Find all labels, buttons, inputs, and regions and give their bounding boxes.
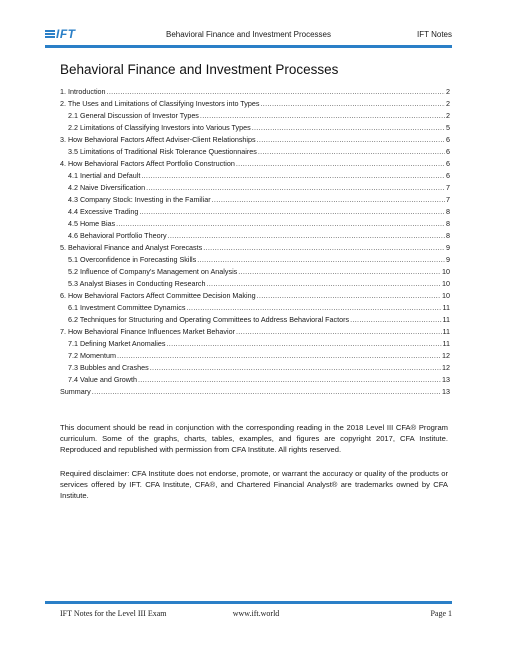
- toc-leader-dots: [168, 230, 445, 242]
- toc-entry[interactable]: [60, 86, 450, 98]
- toc-entry[interactable]: [60, 134, 450, 146]
- toc-entry-label: Summary: [60, 387, 91, 396]
- toc-entry-page: 8: [446, 231, 450, 240]
- toc-leader-dots: [203, 242, 445, 254]
- toc-entry[interactable]: [60, 206, 450, 218]
- toc-leader-dots: [212, 194, 445, 206]
- toc-entry-page: 7: [446, 183, 450, 192]
- toc-entry-label: 3.5 Limitations of Traditional Risk Tolerance Questionnaires: [68, 147, 257, 156]
- toc-entry-label: 5.1 Overconfidence in Forecasting Skills: [68, 255, 197, 264]
- toc-entry-label: 6.2 Techniques for Structuring and Operating Committees to Address Behavioral Factors: [68, 315, 350, 324]
- toc-entry[interactable]: [60, 122, 450, 134]
- toc-entry-page: 9: [446, 255, 450, 264]
- toc-entry[interactable]: [60, 146, 450, 158]
- toc-leader-dots: [252, 122, 445, 134]
- toc-entry-label: 1. Introduction: [60, 87, 106, 96]
- toc-leader-dots: [141, 170, 445, 182]
- toc-entry[interactable]: [60, 338, 450, 350]
- toc-entry-label: 7. How Behavioral Finance Influences Market Behavior: [60, 327, 235, 336]
- document-title: Behavioral Finance and Investment Processes: [60, 62, 339, 77]
- footer-left: IFT Notes for the Level III Exam: [60, 609, 167, 618]
- toc-entry-page: 6: [446, 135, 450, 144]
- toc-entry-page: 12: [442, 351, 450, 360]
- toc-leader-dots: [107, 86, 445, 98]
- toc-entry[interactable]: [60, 158, 450, 170]
- toc-entry[interactable]: [60, 374, 450, 386]
- toc-entry-label: 4.1 Inertial and Default: [68, 171, 141, 180]
- toc-entry[interactable]: [60, 326, 450, 338]
- toc-entry-page: 8: [446, 207, 450, 216]
- page-number: Page 1: [430, 609, 452, 618]
- toc-entry[interactable]: [60, 170, 450, 182]
- toc-leader-dots: [258, 146, 445, 158]
- toc-entry-page: 11: [442, 303, 450, 312]
- toc-entry-page: 2: [446, 111, 450, 120]
- toc-entry[interactable]: [60, 290, 450, 302]
- toc-leader-dots: [206, 278, 441, 290]
- toc-leader-dots: [139, 206, 445, 218]
- toc-leader-dots: [257, 134, 445, 146]
- toc-entry-label: 2. The Uses and Limitations of Classifying Investors into Types: [60, 99, 260, 108]
- footer-website: www.ift.world: [232, 609, 280, 618]
- header-label: IFT Notes: [417, 30, 452, 39]
- toc-entry[interactable]: [60, 254, 450, 266]
- toc-entry[interactable]: [60, 386, 450, 398]
- toc-entry-page: 8: [446, 219, 450, 228]
- toc-entry-label: 7.3 Bubbles and Crashes: [68, 363, 149, 372]
- toc-entry-page: 7: [446, 195, 450, 204]
- toc-entry[interactable]: [60, 350, 450, 362]
- toc-entry-label: 5. Behavioral Finance and Analyst Forecasts: [60, 243, 203, 252]
- toc-leader-dots: [186, 302, 441, 314]
- toc-entry-label: 2.1 General Discussion of Investor Types: [68, 111, 199, 120]
- header-divider: [45, 45, 452, 48]
- toc-entry-page: 12: [442, 363, 450, 372]
- toc-entry-label: 4.3 Company Stock: Investing in the Familiar: [68, 195, 211, 204]
- disclaimer-paragraph: Required disclaimer: CFA Institute does not endorse, promote, or warrant the accuracy or quality of the products or services offered by IFT. CFA Institute, CFA®, and Chartered Financial Analyst® are trademarks owned by CFA Institute.: [60, 469, 448, 500]
- toc-entry-label: 7.4 Value and Growth: [68, 375, 137, 384]
- toc-entry-page: 9: [446, 243, 450, 252]
- toc-leader-dots: [200, 110, 445, 122]
- toc-entry-page: 5: [446, 123, 450, 132]
- toc-entry-page: 13: [442, 375, 450, 384]
- logo-text: IFT: [56, 27, 76, 41]
- page-header: [45, 26, 452, 44]
- toc-leader-dots: [238, 266, 441, 278]
- toc-leader-dots: [350, 314, 441, 326]
- table-of-contents: [60, 86, 450, 398]
- toc-entry-page: 10: [442, 279, 450, 288]
- toc-leader-dots: [146, 182, 445, 194]
- toc-entry[interactable]: [60, 182, 450, 194]
- toc-entry-label: 6.1 Investment Committee Dynamics: [68, 303, 186, 312]
- toc-entry-label: 4.5 Home Bias: [68, 219, 116, 228]
- toc-entry[interactable]: [60, 110, 450, 122]
- toc-entry-page: 11: [442, 339, 450, 348]
- toc-leader-dots: [166, 338, 441, 350]
- toc-entry-page: 10: [442, 291, 450, 300]
- toc-entry-label: 3. How Behavioral Factors Affect Adviser-Client Relationships: [60, 135, 256, 144]
- toc-entry-label: 4.6 Behavioral Portfolio Theory: [68, 231, 167, 240]
- toc-leader-dots: [116, 218, 445, 230]
- toc-leader-dots: [92, 386, 441, 398]
- header-title: Behavioral Finance and Investment Processes: [166, 30, 331, 39]
- toc-entry-page: 11: [442, 315, 450, 324]
- toc-entry[interactable]: [60, 362, 450, 374]
- toc-entry-label: 4.4 Excessive Trading: [68, 207, 139, 216]
- toc-entry[interactable]: [60, 194, 450, 206]
- toc-entry-page: 6: [446, 147, 450, 156]
- toc-entry-page: 6: [446, 159, 450, 168]
- toc-entry[interactable]: [60, 230, 450, 242]
- toc-entry[interactable]: [60, 218, 450, 230]
- toc-leader-dots: [260, 98, 445, 110]
- toc-entry[interactable]: [60, 314, 450, 326]
- toc-entry-label: 6. How Behavioral Factors Affect Committee Decision Making: [60, 291, 256, 300]
- toc-entry-page: 11: [442, 327, 450, 336]
- toc-leader-dots: [117, 350, 441, 362]
- toc-leader-dots: [236, 326, 442, 338]
- toc-entry[interactable]: [60, 278, 450, 290]
- toc-entry[interactable]: [60, 98, 450, 110]
- toc-entry-label: 7.1 Defining Market Anomalies: [68, 339, 166, 348]
- toc-leader-dots: [236, 158, 445, 170]
- toc-entry-page: 2: [446, 87, 450, 96]
- toc-entry-label: 4. How Behavioral Factors Affect Portfolio Construction: [60, 159, 235, 168]
- toc-entry[interactable]: [60, 302, 450, 314]
- toc-entry-label: 7.2 Momentum: [68, 351, 116, 360]
- toc-leader-dots: [150, 362, 441, 374]
- toc-entry-page: 6: [446, 171, 450, 180]
- toc-leader-dots: [257, 290, 441, 302]
- toc-entry[interactable]: [60, 242, 450, 254]
- toc-leader-dots: [138, 374, 441, 386]
- toc-entry-page: 2: [446, 99, 450, 108]
- toc-entry-label: 4.2 Naive Diversification: [68, 183, 146, 192]
- toc-entry-label: 5.3 Analyst Biases in Conducting Research: [68, 279, 206, 288]
- toc-entry-label: 5.2 Influence of Company’s Management on Analysis: [68, 267, 238, 276]
- toc-entry[interactable]: [60, 266, 450, 278]
- toc-entry-page: 10: [442, 267, 450, 276]
- toc-entry-page: 13: [442, 387, 450, 396]
- toc-entry-label: 2.2 Limitations of Classifying Investors into Various Types: [68, 123, 251, 132]
- toc-leader-dots: [197, 254, 445, 266]
- notice-paragraph: This document should be read in conjunction with the corresponding reading in the 2018 Level III CFA® Program curriculum. Some of the graphs, charts, tables, examples, and figures are copyright 2017, CFA Institute. Reproduced and republished with permission from CFA Institute. All rights reserved.: [60, 423, 448, 454]
- footer-divider: [45, 601, 452, 604]
